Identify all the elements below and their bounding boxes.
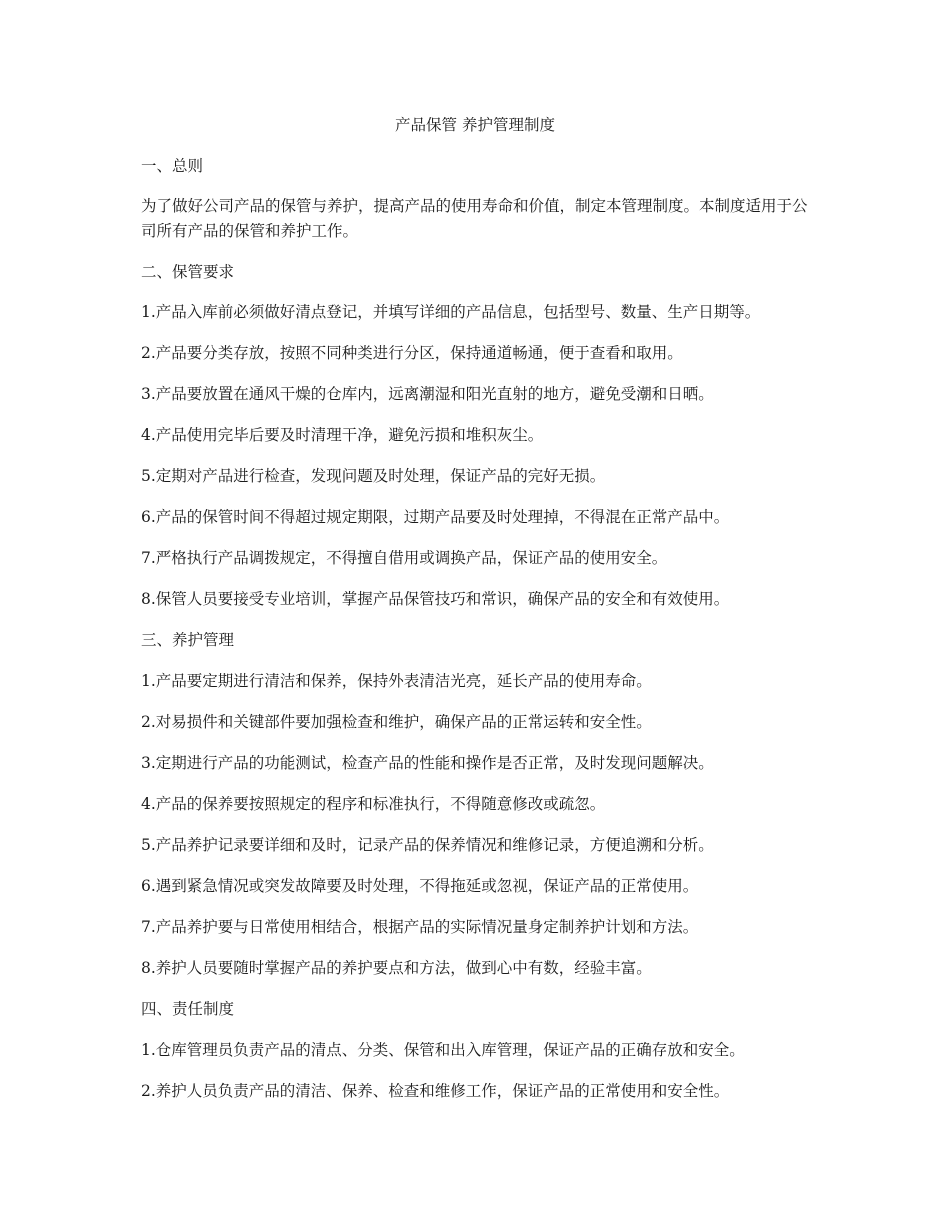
document-title: 产品保管 养护管理制度 [395,116,555,134]
section-heading-maintenance: 三、养护管理 [141,631,235,649]
storage-item: 2.产品要分类存放，按照不同种类进行分区，保持通道畅通，便于查看和取用。 [141,344,683,362]
maintenance-item: 6.遇到紧急情况或突发故障要及时处理，不得拖延或忽视，保证产品的正常使用。 [141,877,699,895]
storage-item: 5.定期对产品进行检查，发现问题及时处理，保证产品的完好无损。 [141,467,606,485]
storage-item: 6.产品的保管时间不得超过规定期限，过期产品要及时处理掉，不得混在正常产品中。 [141,508,730,526]
responsibility-item: 2.养护人员负责产品的清洁、保养、检查和维修工作，保证产品的正常使用和安全性。 [141,1082,730,1100]
section-heading-storage: 二、保管要求 [141,263,235,281]
section-heading-general: 一、总则 [141,157,204,175]
maintenance-item: 4.产品的保养要按照规定的程序和标准执行，不得随意修改或疏忽。 [141,795,606,813]
general-paragraph: 为了做好公司产品的保管与养护，提高产品的使用寿命和价值，制定本管理制度。本制度适用于公司所有产品的保管和养护工作。 [141,197,808,240]
storage-item: 4.产品使用完毕后要及时清理干净，避免污损和堆积灰尘。 [141,426,544,444]
maintenance-item: 2.对易损件和关键部件要加强检查和维护，确保产品的正常运转和安全性。 [141,713,652,731]
maintenance-item: 8.养护人员要随时掌握产品的养护要点和方法，做到心中有数，经验丰富。 [141,959,652,977]
storage-item: 8.保管人员要接受专业培训，掌握产品保管技巧和常识，确保产品的安全和有效使用。 [141,590,730,608]
storage-item: 1.产品入库前必须做好清点登记，并填写详细的产品信息，包括型号、数量、生产日期等。 [141,303,761,321]
section-heading-responsibility: 四、责任制度 [141,1000,235,1018]
storage-item: 3.产品要放置在通风干燥的仓库内，远离潮湿和阳光直射的地方，避免受潮和日晒。 [141,385,714,403]
maintenance-item: 3.定期进行产品的功能测试，检查产品的性能和操作是否正常，及时发现问题解决。 [141,754,714,772]
storage-item: 7.严格执行产品调拨规定，不得擅自借用或调换产品，保证产品的使用安全。 [141,549,668,567]
maintenance-item: 1.产品要定期进行清洁和保养，保持外表清洁光亮，延长产品的使用寿命。 [141,672,652,690]
responsibility-item: 1.仓库管理员负责产品的清点、分类、保管和出入库管理，保证产品的正确存放和安全。 [141,1041,745,1059]
maintenance-item: 5.产品养护记录要详细和及时，记录产品的保养情况和维修记录，方便追溯和分析。 [141,836,714,854]
maintenance-item: 7.产品养护要与日常使用相结合，根据产品的实际情况量身定制养护计划和方法。 [141,918,699,936]
